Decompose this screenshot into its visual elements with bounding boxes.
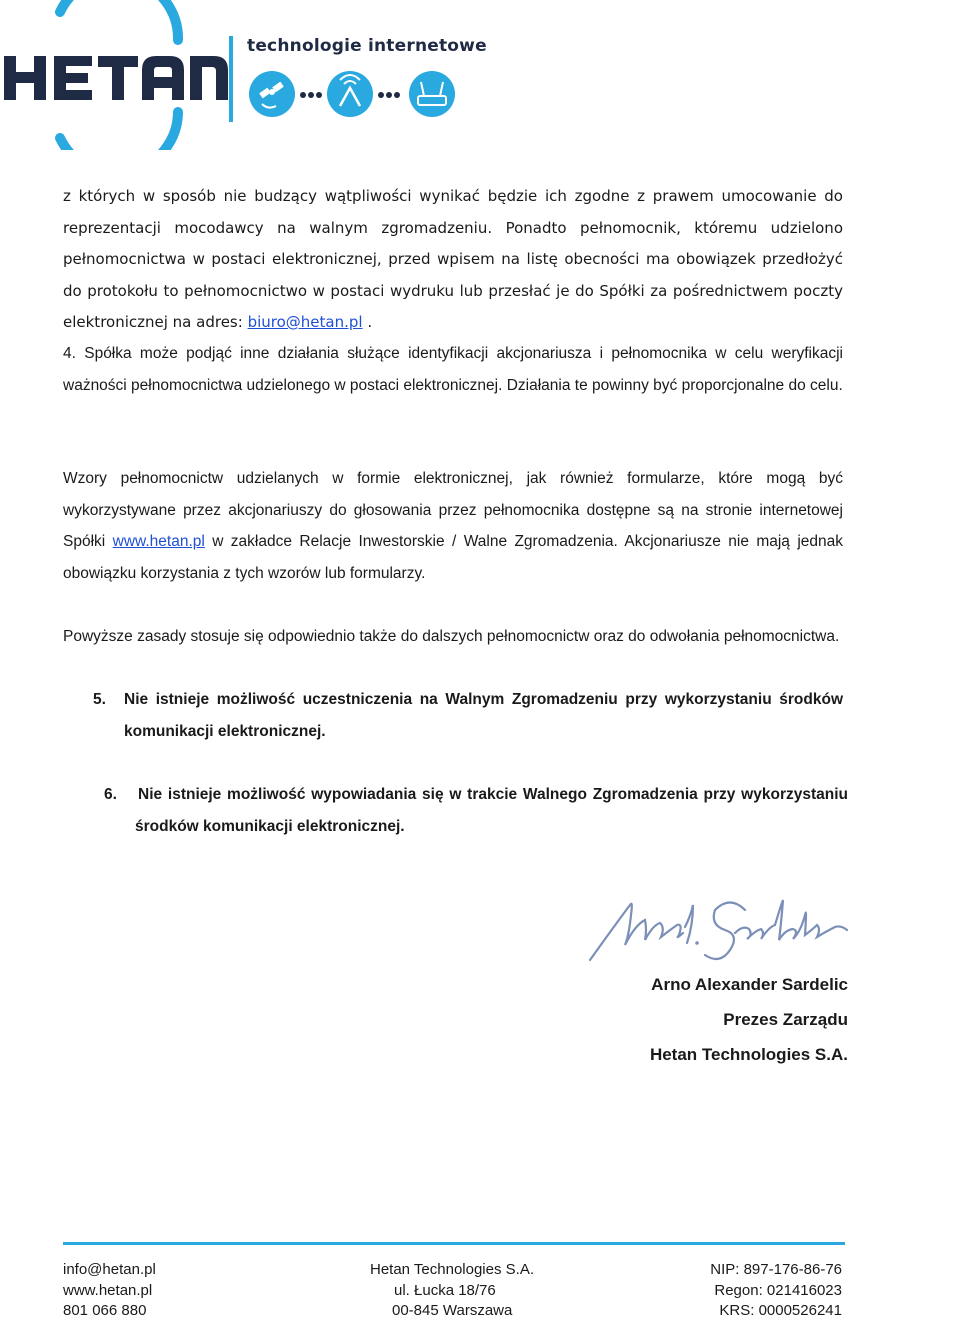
satellite-icon <box>249 71 295 117</box>
footer-registry <box>710 1260 842 1322</box>
footer-contact <box>63 1260 156 1322</box>
paragraph-point-4: 4. Spółka może podjąć inne działania służące identyfikacji akcjonariusza i pełnomocnika w celu weryfikacji ważności pełnomocnictwa udzielonego w postaci elektronicznej. Działania te powinny być proporcjonalne do celu. <box>63 345 843 394</box>
letterhead <box>0 0 960 150</box>
footer-website[interactable]: www.hetan.pl <box>63 1281 153 1299</box>
footer-address <box>370 1260 534 1322</box>
signatory-role: Prezes Zarządu <box>723 1010 848 1029</box>
signatory-name: Arno Alexander Sardelic <box>651 975 848 994</box>
footer-email[interactable]: info@hetan.pl <box>63 1261 156 1278</box>
handwritten-signature <box>585 885 855 970</box>
footer-regon: Regon: 021416023 <box>714 1281 842 1299</box>
antenna-icon <box>327 71 373 117</box>
footer-phone: 801 066 880 <box>63 1302 147 1319</box>
email-link[interactable]: biuro@hetan.pl <box>247 313 363 331</box>
item-6-number: 6. <box>104 786 117 803</box>
header-divider <box>229 36 233 122</box>
hetan-logo <box>0 0 230 150</box>
footer-company: Hetan Technologies S.A. <box>370 1261 534 1278</box>
tagline: technologie internetowe <box>247 36 487 56</box>
footer-krs: KRS: 0000526241 <box>719 1302 842 1319</box>
paragraph-proxy-continuation: z których w sposób nie budzący wątpliwości wynikać będzie ich zgodne z prawem umocowanie do reprezentacji mocodawcy na walnym zgromadzeniu. Ponadto pełnomocnik, któremu udzielono pełnomocnictwa w postaci elektronicznej, przed wpisem na listę obecności ma obowiązek przedłożyć do protokołu to pełnomocnictwo w postaci wydruku lub przesłać je do Spółki za pośrednictwem poczty elektronicznej na adres: biuro@hetan.pl . <box>63 187 843 331</box>
router-icon <box>409 71 455 117</box>
footer-city: 00-845 Warszawa <box>392 1302 513 1319</box>
footer-street: ul. Łucka 18/76 <box>394 1281 496 1299</box>
signatory-company: Hetan Technologies S.A. <box>649 1045 848 1064</box>
item-5-text: Nie istnieje możliwość uczestniczenia na Walnym Zgromadzeniu przy wykorzystaniu środków komunikacji elektronicznej. <box>124 691 843 740</box>
footer-nip: NIP: 897-176-86-76 <box>710 1261 842 1278</box>
item-6-text: Nie istnieje możliwość wypowiadania się w trakcie Walnego Zgromadzenia przy wykorzystaniu środków komunikacji elektronicznej. <box>135 786 848 835</box>
footer-divider <box>63 1242 845 1245</box>
paragraph-rules: Powyższe zasady stosuje się odpowiednio także do dalszych pełnomocnictw oraz do odwołania pełnomocnictwa. <box>63 628 840 645</box>
service-icons <box>248 70 463 122</box>
item-5-number: 5. <box>93 691 106 708</box>
website-link[interactable]: www.hetan.pl <box>112 533 205 550</box>
paragraph-forms: Wzory pełnomocnictw udzielanych w formie elektronicznej, jak również formularze, które mogą być wykorzystywane przez akcjonariuszy do głosowania przez pełnomocnika dostępne są na stronie internetowej Spółki www.hetan.pl w zakładce Relacje Inwestorskie / Walne Zgromadzenia. Akcjonariusze nie mają jednak obowiązku korzystania z tych wzorów lub formularzy. <box>63 470 844 582</box>
